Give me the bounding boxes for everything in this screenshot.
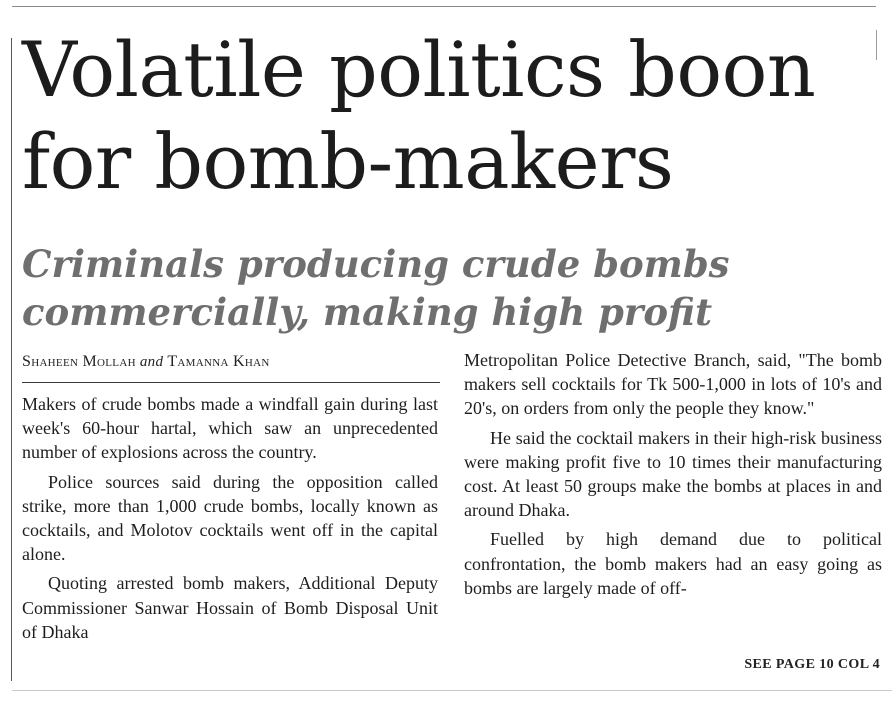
author-1: Shaheen Mollah [22, 353, 136, 370]
headline-line-1: Volatile politics boon [22, 25, 816, 114]
top-rule [12, 6, 876, 7]
subheadline-line-1: Criminals producing crude bombs [22, 242, 730, 286]
headline-line-2: for bomb-makers [22, 117, 674, 206]
paragraph-right-2: He said the cocktail makers in their high-risk business were making profit five to 10 times their manufacturing cost. At least 50 groups make the bombs at places in and around Dhaka. [464, 427, 882, 521]
paragraph-left-1: Makers of crude bombs made a windfall gain during last week's 60-hour hartal, which saw an unprecedented number of explosions across the country. [22, 394, 438, 463]
left-column-rule [11, 38, 12, 681]
subheadline-line-2: commercially, making high profit [22, 290, 713, 334]
byline-conjunction: and [139, 354, 164, 370]
paragraph-right-3: Fuelled by high demand due to political confrontation, the bomb makers had an easy going as bombs are largely made of off- [464, 529, 882, 598]
bottom-rule [12, 690, 892, 691]
continued-on-page-jump: SEE PAGE 10 COL 4 [744, 657, 880, 672]
paragraph-left-3: Quoting arrested bomb makers, Additional Deputy Commissioner Sanwar Hossain of Bomb Disposal Unit of Dhaka [22, 573, 438, 642]
byline [22, 351, 440, 373]
headline [22, 24, 882, 208]
article-column-right [464, 348, 882, 600]
author-2: Tamanna Khan [167, 353, 270, 370]
paragraph-left-2: Police sources said during the opposition called strike, more than 1,000 crude bombs, locally known as cocktails, and Molotov cocktails went off in the capital alone. [22, 471, 438, 565]
byline-rule [22, 382, 440, 383]
article-column-left [22, 392, 438, 644]
paragraph-right-1: Metropolitan Police Detective Branch, said, "The bomb makers sell cocktails for Tk 500-1,000 in lots of 10's and 20's, on orders from only the people they know." [464, 350, 882, 419]
subheadline [22, 240, 882, 336]
